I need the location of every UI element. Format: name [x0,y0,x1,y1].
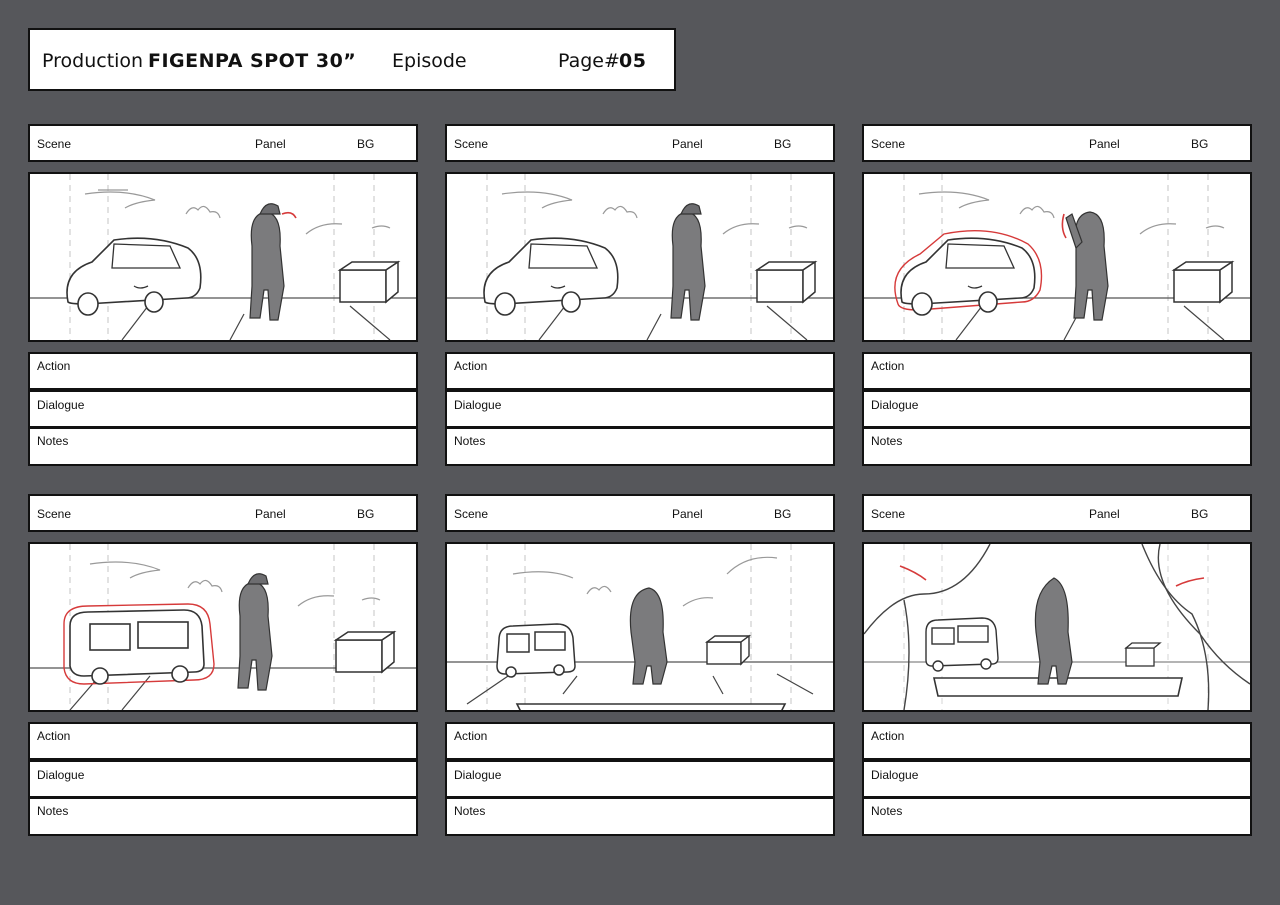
panel-label: Panel [255,137,286,151]
dialogue-field[interactable] [862,760,1252,798]
action-label: Action [37,729,71,743]
sketch-bus-scene [30,544,416,710]
dialogue-field[interactable] [445,390,835,428]
page-header [28,28,676,91]
episode-label: Episode [392,50,467,72]
dialogue-label: Dialogue [37,768,85,782]
scene-label: Scene [37,137,72,151]
dialogue-field[interactable] [28,390,418,428]
notes-field[interactable] [445,797,835,836]
panel-frame [445,172,835,342]
panel-label: Panel [1089,137,1120,151]
panel-info-row [862,494,1252,532]
figure-standing [671,212,705,320]
scene-label: Scene [871,507,906,521]
action-field[interactable] [28,352,418,390]
dialogue-field[interactable] [445,760,835,798]
panel-frame [445,542,835,712]
notes-label: Notes [37,804,69,818]
bg-label: BG [1191,507,1209,521]
storyboard-panel-6 [862,494,1252,836]
dialogue-label: Dialogue [871,398,919,412]
figure-waving [1074,212,1108,320]
action-label: Action [37,359,71,373]
action-label: Action [454,359,488,373]
action-field[interactable] [28,722,418,760]
notes-field[interactable] [862,427,1252,466]
scene-label: Scene [871,137,906,151]
production-label: Production [42,50,144,72]
panel-frame [862,542,1252,712]
scene-label: Scene [454,137,489,151]
panel-label: Panel [1089,507,1120,521]
dialogue-field[interactable] [28,760,418,798]
scene-label: Scene [37,507,72,521]
production-value: FIGENPA SPOT 30” [148,50,357,72]
panel-frame [862,172,1252,342]
storyboard-panel-4 [28,494,418,836]
notes-label: Notes [871,804,903,818]
action-field[interactable] [862,722,1252,760]
action-label: Action [454,729,488,743]
panel-info-row [862,124,1252,162]
figure-scratching-head [250,212,284,320]
bg-label: BG [1191,137,1209,151]
storyboard-panel-2 [445,124,835,466]
bg-label: BG [774,507,792,521]
action-field[interactable] [445,722,835,760]
bg-label: BG [774,137,792,151]
notes-label: Notes [871,434,903,448]
dialogue-field[interactable] [862,390,1252,428]
panel-info-row [445,124,835,162]
sketch-bus-scene-wide [447,544,833,710]
action-label: Action [871,729,905,743]
notes-field[interactable] [28,797,418,836]
sketch-car-scene [447,174,833,340]
page-number-label: Page# [558,50,620,72]
panel-info-row [28,124,418,162]
notes-label: Notes [454,804,486,818]
notes-label: Notes [454,434,486,448]
panel-label: Panel [672,137,703,151]
page-number-value: 05 [619,50,647,72]
notes-label: Notes [37,434,69,448]
bg-label: BG [357,137,375,151]
sketch-car-scene [30,174,416,340]
storyboard-panel-3 [862,124,1252,466]
notes-field[interactable] [445,427,835,466]
dialogue-label: Dialogue [37,398,85,412]
dialogue-label: Dialogue [454,768,502,782]
panel-info-row [28,494,418,532]
bg-label: BG [357,507,375,521]
notes-field[interactable] [862,797,1252,836]
panel-info-row [445,494,835,532]
figure-standing [238,582,272,690]
panel-frame [28,172,418,342]
panel-frame [28,542,418,712]
storyboard-panel-5 [445,494,835,836]
sketch-bus-scene-curtains [864,544,1250,710]
figure-walking-away [630,588,667,684]
panel-label: Panel [255,507,286,521]
action-label: Action [871,359,905,373]
storyboard-panel-1 [28,124,418,466]
figure-walking [1035,578,1072,684]
action-field[interactable] [445,352,835,390]
scene-label: Scene [454,507,489,521]
dialogue-label: Dialogue [871,768,919,782]
action-field[interactable] [862,352,1252,390]
dialogue-label: Dialogue [454,398,502,412]
panel-label: Panel [672,507,703,521]
notes-field[interactable] [28,427,418,466]
sketch-car-scene [864,174,1250,340]
